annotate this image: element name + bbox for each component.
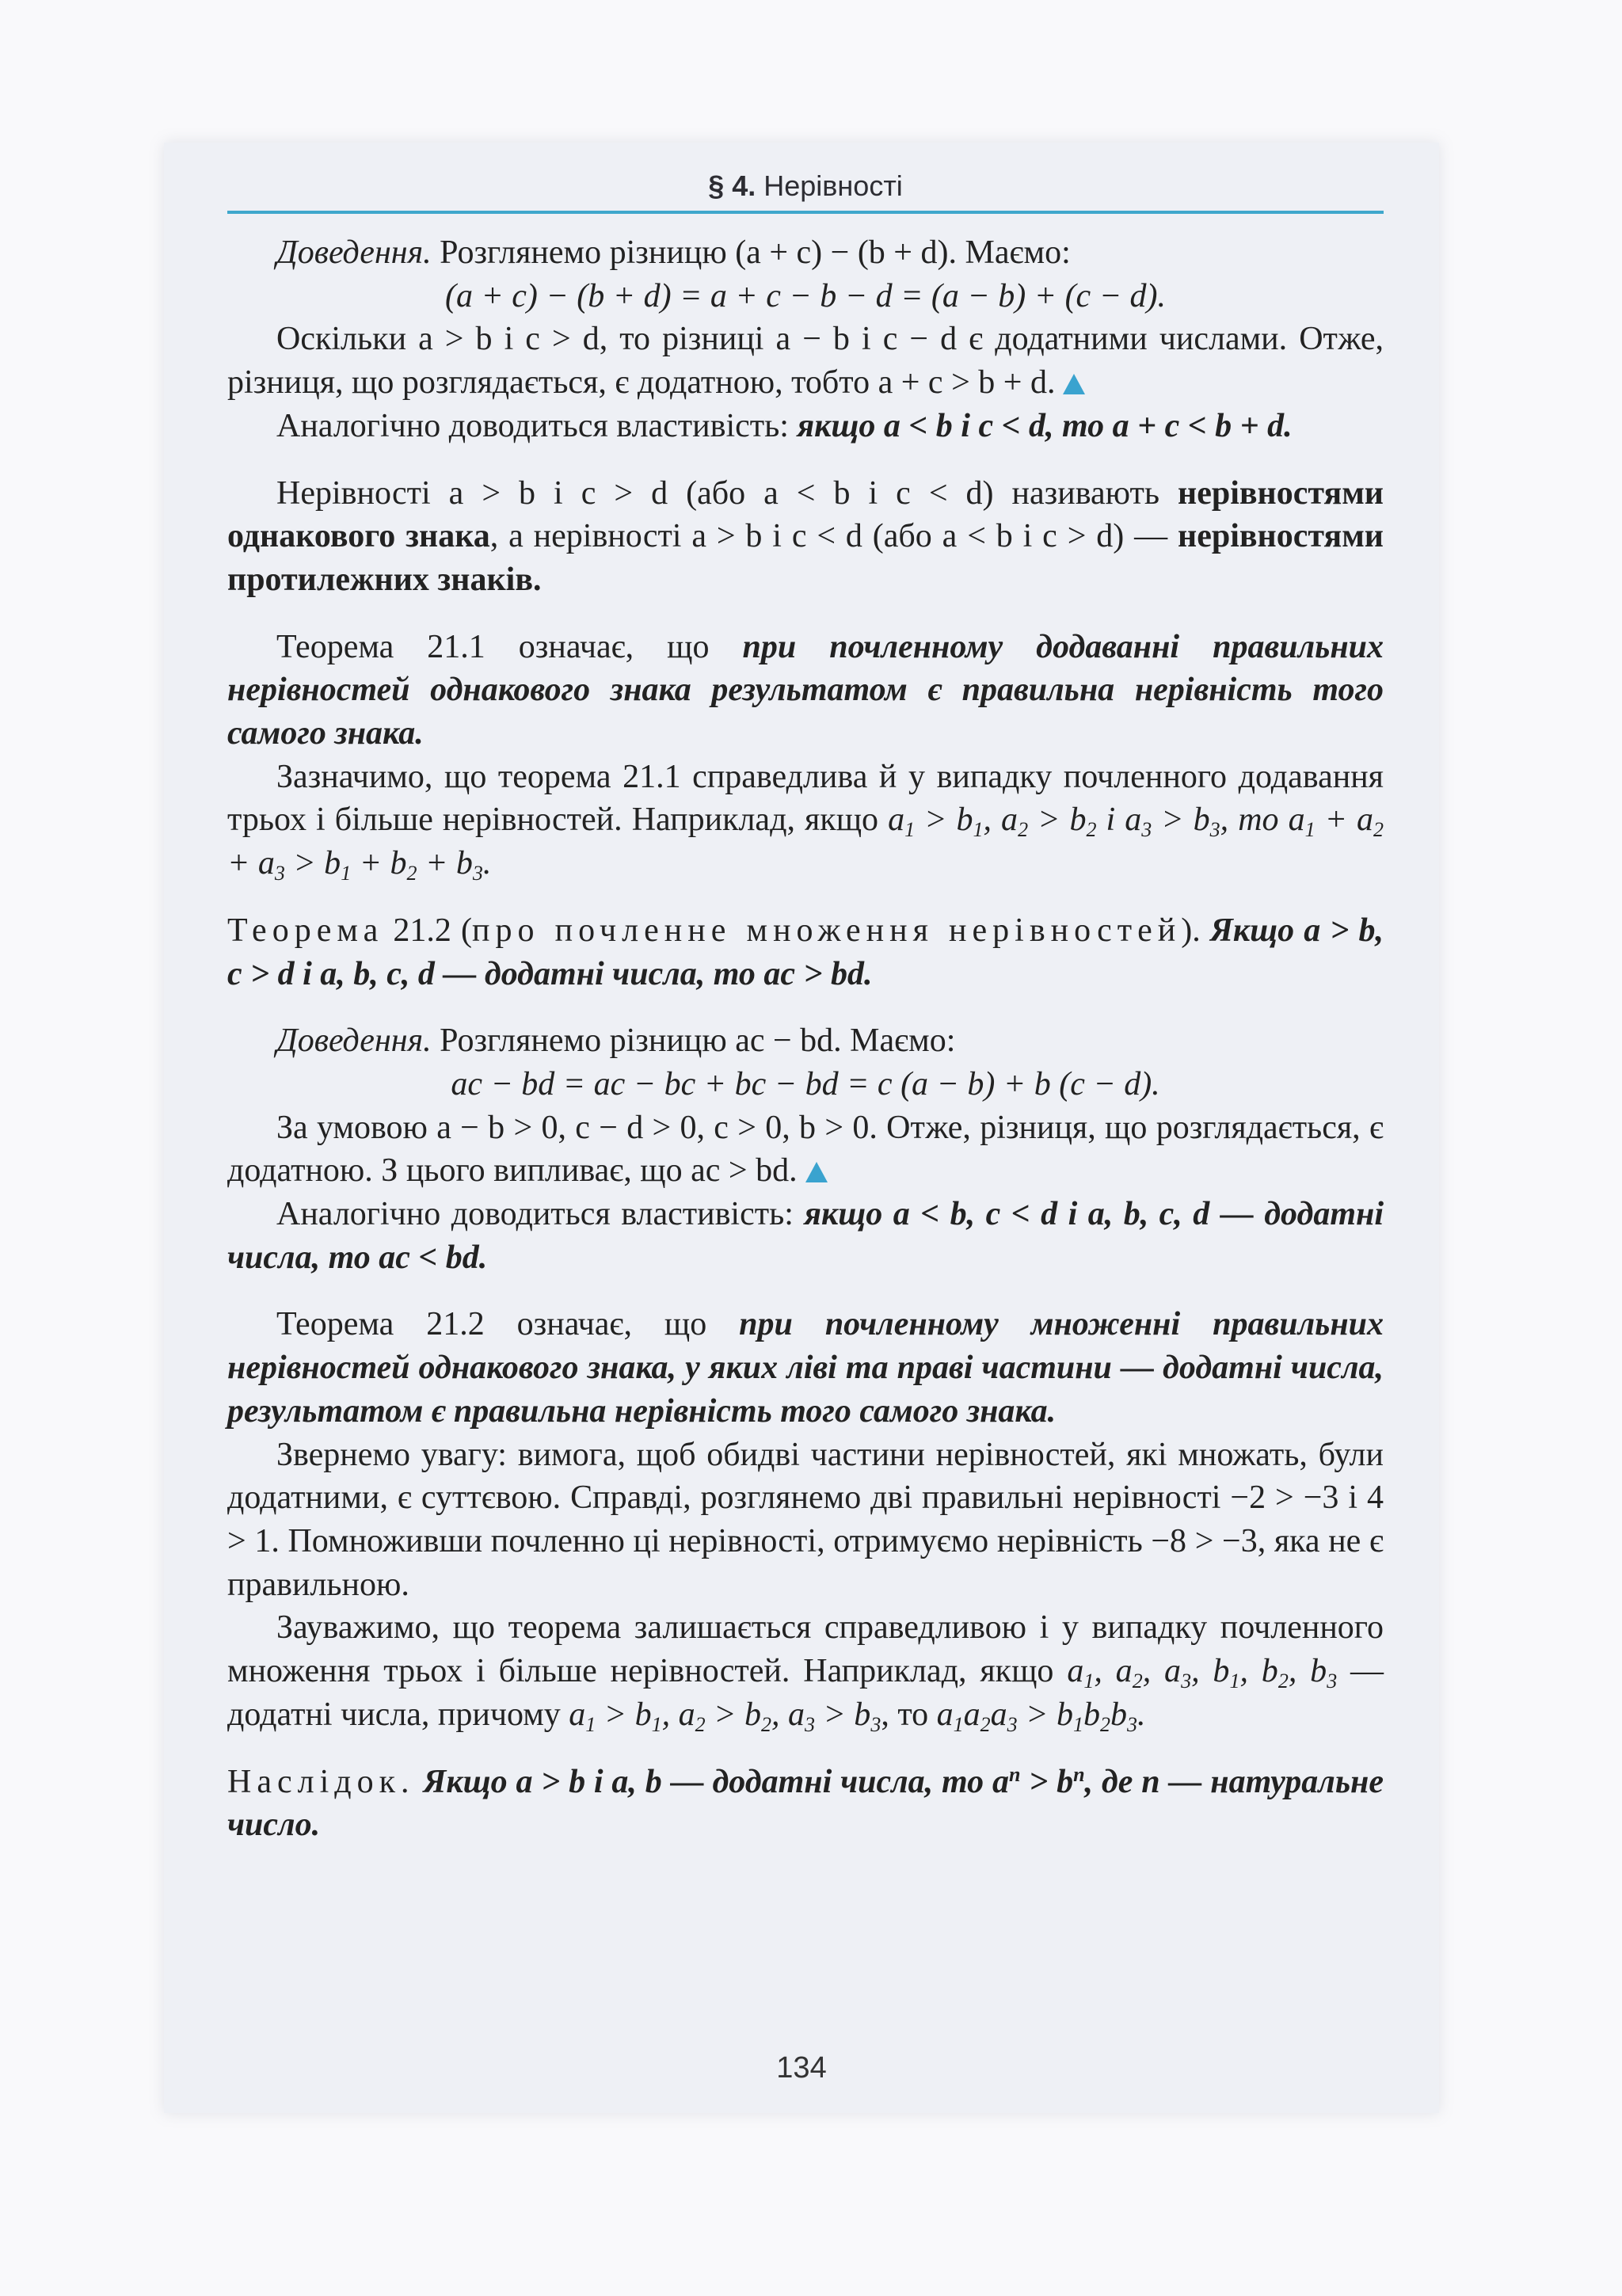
analog1-text: Аналогічно доводиться властивість: [276,407,798,444]
thm2-close: ). [1181,912,1201,949]
corollary-text-b: > b [1020,1763,1074,1800]
thm1-meaning-bold: при почленному додаванні правильних нерівностей однакового знака результатом є правильна нерівність того самого знака. [227,628,1384,752]
note1-text: Зазначимо, що теорема 21.1 справедлива й у випадку почленного додавання трьох і більше нерівностей. Наприклад, якщо [227,758,1384,839]
def-text-2: , а нерівності a > b і c < d (або a < b і c > d) — [489,518,1178,555]
corollary-label: Наслідок. [227,1763,415,1800]
running-head [227,166,1384,206]
proof2-formula: ac − bd = ac − bc + bc − bd = c (a − b) + b (c − d). [451,1065,1160,1102]
corollary-exp-2: n [1073,1762,1085,1786]
page-sheet [164,143,1439,2113]
header-rule [227,211,1384,214]
proof2-intro [227,1019,1384,1063]
attention-paragraph: Звернемо увагу: вимога, щоб обидві частини нерівностей, які множать, були додатними, є суттєвою. Справді, розглянемо дві правильні нерівності −2 > −3 і 4 > 1. Помноживши почленно ці нерівності, отримуємо нерівність −8 > −3, яка не є правильною. [227,1436,1384,1603]
analog2-bold: якщо a < b, c < d і a, b, c, d — додатні числа, то ac < bd. [227,1196,1384,1276]
thm2-number: 21.2 ( [383,912,473,949]
proof1-text: Розглянемо різницю (a + c) − (b + d). Маємо: [431,234,1071,271]
section-title: Нерівності [763,169,903,202]
note1-example: $a_1 > b_1$, $a_2 > b_2$ і $a_3 > b_3$, то $a_1 + a_2 + a_3 > b_1 + b_2 + b_3$. [227,802,1384,885]
thm2-label: Теорема [227,912,384,949]
proof1-intro [227,231,1384,275]
corollary [227,1761,1384,1847]
analog1-bold: якщо a < b і c < d, то a + c < b + d. [797,407,1293,444]
note2-example-3: $a_1a_2a_3 > b_1b_2b_3$. [936,1696,1146,1736]
proof2-lead: Доведення. [276,1022,432,1060]
note2-example-2: $a_1 > b_1$, $a_2 > b_2$, $a_3 > b_3$ [569,1696,881,1736]
definition-paragraph [227,472,1384,602]
analog2-text: Аналогічно доводиться властивість: [276,1196,805,1233]
corollary-text-c: , де n — натуральне число. [227,1763,1384,1844]
def-term-same-sign: нерівностями однакового знака [227,474,1384,555]
def-term-opposite-sign: нерівностями протилежних знаків. [227,518,1384,598]
thm2-name: про почленне множення нерівностей [472,912,1182,949]
proof1-lead: Доведення. [276,234,432,271]
section-mark: § 4. [708,169,756,202]
analog2-paragraph [227,1193,1384,1279]
note2-example: $a_1$, $a_2$, $a_3$, $b_1$, $b_2$, $b_3$ [1067,1653,1338,1693]
thm2-statement: Якщо a > b, c > d і a, b, c, d — додатні числа, то ac > bd. [227,912,1384,992]
theorem-21-2 [227,909,1384,996]
proof1-formula: (a + c) − (b + d) = a + c − b − d = (a − b) + (c − d). [444,277,1167,314]
thm1-meaning [227,626,1384,756]
page-content [227,166,1384,1847]
proof2-text: Розглянемо різницю ac − bd. Маємо: [431,1022,956,1060]
note1-paragraph [227,756,1384,885]
thm1-meaning-text: Теорема 21.1 означає, що [276,628,743,665]
proof2-conclusion-text: За умовою a − b > 0, c − d > 0, c > 0, b > 0. Отже, різниця, що розглядається, є додатною. З цього випливає, що ac > bd. [227,1109,1384,1190]
corollary-text-a: Якщо a > b і a, b — додатні числа, то a [423,1763,1009,1800]
page-number: 134 [776,2051,827,2085]
end-of-proof-icon [1063,374,1085,394]
proof1-conclusion-text: Оскільки a > b і c > d, то різниці a − b і c − d є додатними числами. Отже, різниця, що розглядається, є додатною, тобто a + c > b + d. [227,321,1384,402]
note2-text: Зауважимо, що теорема залишається справедливою і у випадку почленного множення трьох і більше нерівностей. Наприклад, якщо [227,1609,1384,1690]
corollary-exp-1: n [1008,1762,1021,1786]
analog1-paragraph [227,405,1384,448]
note2-paragraph: Зауважимо, що теорема залишається справедливою і у випадку почленного множення трьох і більше нерівностей. Наприклад, якщо $a_1$, $a_2$, $a_3$, $b_1$, $b_2$, $b_3$ — додатні числа, причому $a_1 > b_1$, $a_2 > b_2$, $a_3 > b_3$, то $a_1a_2a_3 > b_1b_2b_3$. [227,1609,1384,1736]
end-of-proof-icon [805,1162,828,1182]
thm2-meaning-bold: при почленному множенні правильних нерівностей однакового знака, у яких ліві та праві частини — додатні числа, результатом є правильна нерівність того самого знака. [227,1306,1384,1430]
thm2-meaning-text: Теорема 21.2 означає, що [276,1306,740,1343]
def-text-1: Нерівності a > b і c > d (або a < b і c < d) називають [276,474,1178,512]
proof2-conclusion [227,1106,1384,1193]
proof1-conclusion [227,318,1384,404]
thm2-meaning [227,1303,1384,1433]
